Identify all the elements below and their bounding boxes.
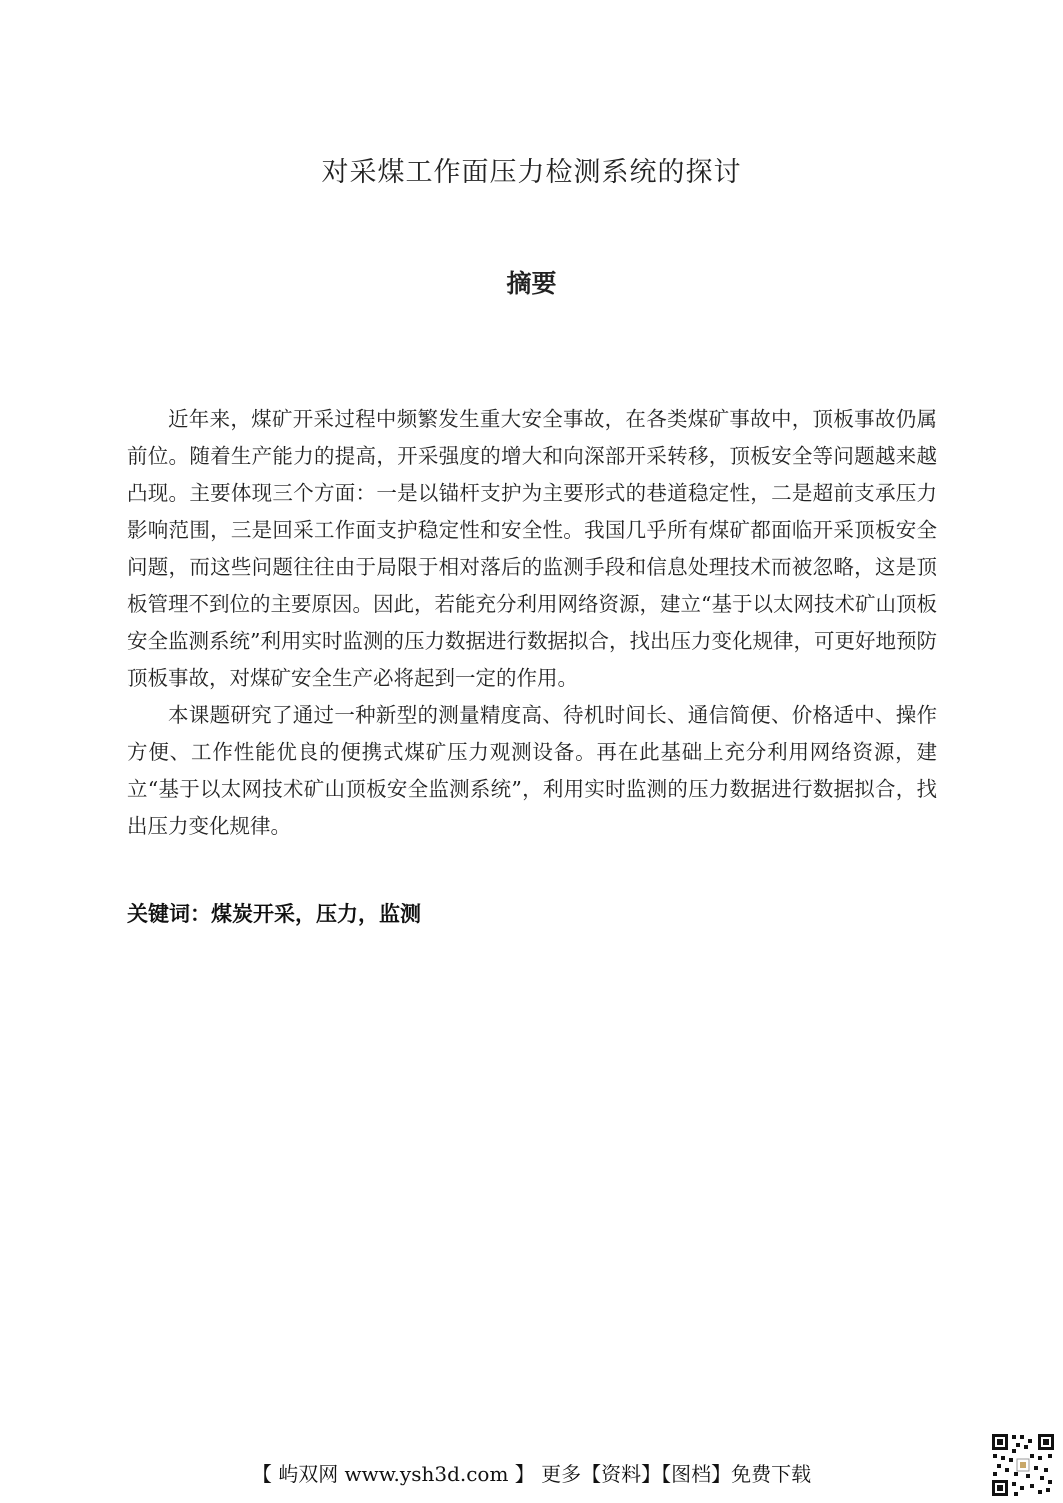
abstract-paragraph: 近年来，煤矿开采过程中频繁发生重大安全事故，在各类煤矿事故中，顶板事故仍属前位。随着生产能力的提高，开采强度的增大和向深部开采转移，顶板安全等问题越来越凸现。主要体现三个方面：一是以锚杆支护为主要形式的巷道稳定性，二是超前支承压力影响范围，三是回采工作面支护稳定性和安全性。我国几乎所有煤矿都面临开采顶板安全问题，而这些问题往往由于局限于相对落后的监测手段和信息处理技术而被忽略，这是顶板管理不到位的主要原因。因此，若能充分利用网络资源，建立“基于以太网技术矿山顶板安全监测系统”利用实时监测的压力数据进行数据拟合，找出压力变化规律，可更好地预防顶板事故，对煤矿安全生产必将起到一定的作用。: [127, 407, 937, 690]
footer-banner: 【 屿双网 www.ysh3d.com 】 更多【资料】【图档】免费下载: [251, 1462, 812, 1486]
keywords-line: 关键词：煤炭开采，压力，监测: [127, 902, 421, 926]
abstract-body: [127, 401, 937, 845]
qr-code-icon: [990, 1432, 1056, 1498]
abstract-heading: 摘要: [506, 269, 557, 298]
document-title: 对采煤工作面压力检测系统的探讨: [321, 157, 742, 188]
abstract-paragraph: 本课题研究了通过一种新型的测量精度高、待机时间长、通信简便、价格适中、操作方便、工作性能优良的便携式煤矿压力观测设备。再在此基础上充分利用网络资源，建立“基于以太网技术矿山顶板安全监测系统”，利用实时监测的压力数据进行数据拟合，找出压力变化规律。: [127, 703, 937, 838]
